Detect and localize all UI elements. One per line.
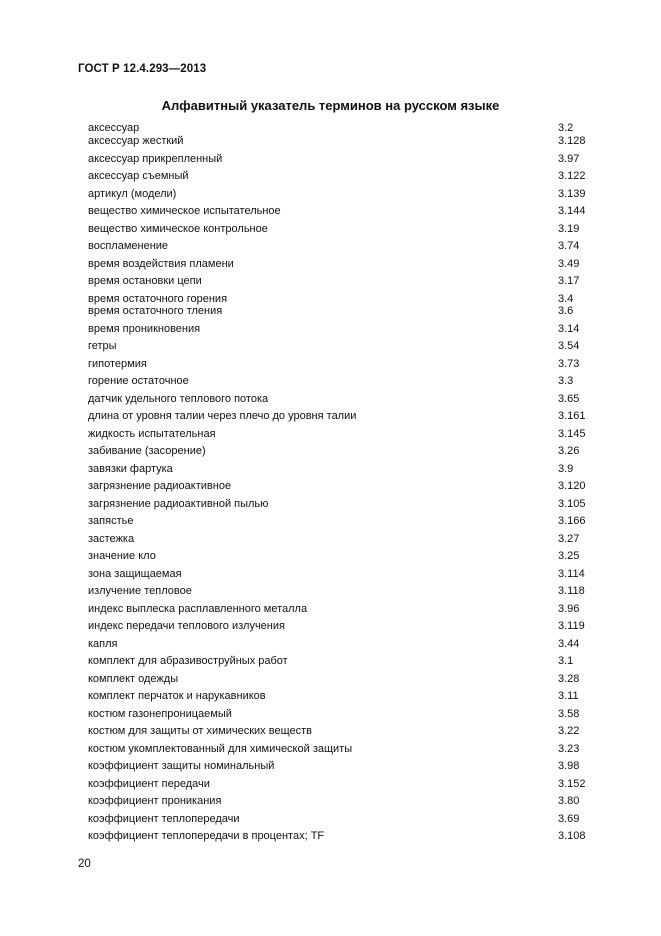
- index-entry: [0, 549, 661, 563]
- index-term: комплект для абразивоструйных работ: [88, 655, 288, 667]
- index-entry: [0, 169, 661, 183]
- index-term: коэффициент передачи: [88, 778, 210, 790]
- index-term: аксессуар: [88, 122, 140, 134]
- index-entry: [0, 584, 661, 598]
- index-term: зона защищаемая: [88, 568, 182, 580]
- index-ref: 3.27: [558, 533, 580, 545]
- index-ref: 3.28: [558, 673, 580, 685]
- index-entry: [0, 204, 661, 218]
- index-term: время проникновения: [88, 323, 201, 335]
- index-entry: [0, 654, 661, 668]
- index-entry: [0, 274, 661, 288]
- index-term: загрязнение радиоактивной пылью: [88, 498, 269, 510]
- index-entry: [0, 532, 661, 546]
- index-entry: [0, 427, 661, 441]
- index-entry: [0, 134, 661, 148]
- index-entry: [0, 724, 661, 738]
- index-term: костюм для защиты от химических веществ: [88, 725, 312, 737]
- index-entry: [0, 619, 661, 633]
- index-ref: 3.9: [558, 463, 574, 475]
- index-ref: 3.22: [558, 725, 580, 737]
- index-term: время остановки цепи: [88, 275, 202, 287]
- document-code: ГОСТ Р 12.4.293—2013: [78, 63, 207, 75]
- index-term: коэффициент теплопередачи в процентах; TF: [88, 830, 325, 842]
- index-term: время остаточного тления: [88, 305, 223, 317]
- index-entry: [0, 257, 661, 271]
- index-ref: 3.11: [558, 690, 579, 702]
- index-term: время воздействия пламени: [88, 258, 234, 270]
- index-term: аксессуар прикрепленный: [88, 153, 223, 165]
- index-entry: [0, 222, 661, 236]
- index-ref: 3.19: [558, 223, 580, 235]
- index-term: жидкость испытательная: [88, 428, 216, 440]
- index-term: гипотермия: [88, 358, 147, 370]
- index-ref: 3.69: [558, 813, 580, 825]
- index-ref: 3.1: [558, 655, 574, 667]
- index-term: длина от уровня талии через плечо до уровня талии: [88, 410, 357, 422]
- index-term: излучение тепловое: [88, 585, 192, 597]
- index-ref: 3.2: [558, 122, 574, 134]
- index-term: коэффициент защиты номинальный: [88, 760, 275, 772]
- index-term: капля: [88, 638, 118, 650]
- index-ref: 3.139: [558, 188, 586, 200]
- index-term: аксессуар съемный: [88, 170, 189, 182]
- index-term: воспламенение: [88, 240, 169, 252]
- index-term: артикул (модели): [88, 188, 177, 200]
- index-term: горение остаточное: [88, 375, 189, 387]
- index-term: запястье: [88, 515, 134, 527]
- index-ref: 3.3: [558, 375, 574, 387]
- page-number: 20: [78, 858, 91, 870]
- index-entry: [0, 829, 661, 843]
- index-term: коэффициент теплопередачи: [88, 813, 240, 825]
- index-ref: 3.73: [558, 358, 580, 370]
- index-entry: [0, 637, 661, 651]
- index-term: комплект перчаток и нарукавников: [88, 690, 266, 702]
- index-ref: 3.14: [558, 323, 580, 335]
- index-entry: [0, 794, 661, 808]
- index-entry: [0, 304, 661, 318]
- index-entry: [0, 152, 661, 166]
- index-entry: [0, 812, 661, 826]
- index-ref: 3.114: [558, 568, 585, 580]
- index-ref: 3.120: [558, 480, 586, 492]
- index-entry: [0, 602, 661, 616]
- index-ref: 3.58: [558, 708, 580, 720]
- index-entry: [0, 187, 661, 201]
- index-ref: 3.98: [558, 760, 580, 772]
- index-entry: [0, 409, 661, 423]
- index-term: загрязнение радиоактивное: [88, 480, 232, 492]
- index-term: коэффициент проникания: [88, 795, 222, 807]
- index-term: индекс передачи теплового излучения: [88, 620, 285, 632]
- index-term: вещество химическое контрольное: [88, 223, 268, 235]
- index-term: вещество химическое испытательное: [88, 205, 281, 217]
- index-entry: [0, 742, 661, 756]
- index-entry: [0, 707, 661, 721]
- index-ref: 3.26: [558, 445, 580, 457]
- index-entry: [0, 444, 661, 458]
- index-term: гетры: [88, 340, 117, 352]
- index-ref: 3.166: [558, 515, 586, 527]
- index-entry: [0, 322, 661, 336]
- index-entry: [0, 239, 661, 253]
- index-ref: 3.65: [558, 393, 580, 405]
- index-ref: 3.152: [558, 778, 586, 790]
- index-ref: 3.128: [558, 135, 586, 147]
- index-term: завязки фартука: [88, 463, 173, 475]
- index-term: застежка: [88, 533, 135, 545]
- index-ref: 3.4: [558, 293, 574, 305]
- index-term: время остаточного горения: [88, 293, 228, 305]
- index-ref: 3.6: [558, 305, 574, 317]
- index-entry: [0, 339, 661, 353]
- index-term: костюм укомплектованный для химической защиты: [88, 743, 353, 755]
- index-ref: 3.96: [558, 603, 580, 615]
- index-entry: [0, 514, 661, 528]
- index-entry: [0, 567, 661, 581]
- index-ref: 3.49: [558, 258, 580, 270]
- index-ref: 3.97: [558, 153, 580, 165]
- index-ref: 3.74: [558, 240, 580, 252]
- index-entry: [0, 689, 661, 703]
- index-ref: 3.80: [558, 795, 580, 807]
- index-entry: [0, 392, 661, 406]
- index-term: индекс выплеска расплавленного металла: [88, 603, 308, 615]
- index-ref: 3.108: [558, 830, 586, 842]
- index-term: значение кло: [88, 550, 156, 562]
- index-entry: [0, 479, 661, 493]
- index-ref: 3.23: [558, 743, 580, 755]
- index-ref: 3.122: [558, 170, 586, 182]
- index-ref: 3.144: [558, 205, 586, 217]
- index-entry: [0, 672, 661, 686]
- index-entry: [0, 121, 661, 135]
- index-ref: 3.161: [558, 410, 586, 422]
- index-ref: 3.54: [558, 340, 580, 352]
- index-title: Алфавитный указатель терминов на русском языке: [161, 98, 500, 113]
- index-entry: [0, 357, 661, 371]
- index-entry: [0, 759, 661, 773]
- index-term: комплект одежды: [88, 673, 179, 685]
- index-ref: 3.25: [558, 550, 580, 562]
- index-term: забивание (засорение): [88, 445, 206, 457]
- index-entry: [0, 777, 661, 791]
- index-entry: [0, 497, 661, 511]
- index-ref: 3.118: [558, 585, 585, 597]
- index-ref: 3.105: [558, 498, 586, 510]
- index-entry: [0, 374, 661, 388]
- index-term: датчик удельного теплового потока: [88, 393, 269, 405]
- index-ref: 3.119: [558, 620, 585, 632]
- index-entry: [0, 462, 661, 476]
- index-term: костюм газонепроницаемый: [88, 708, 232, 720]
- index-ref: 3.44: [558, 638, 580, 650]
- index-ref: 3.17: [558, 275, 580, 287]
- index-ref: 3.145: [558, 428, 586, 440]
- index-term: аксессуар жесткий: [88, 135, 184, 147]
